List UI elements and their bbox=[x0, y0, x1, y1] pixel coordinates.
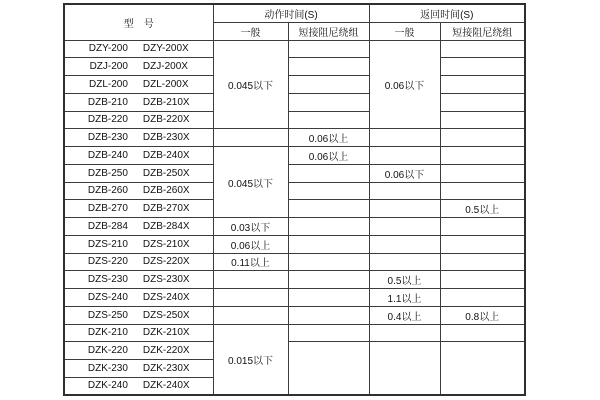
action-short-damping-cell bbox=[288, 164, 369, 182]
model-name: DZK-240 bbox=[87, 380, 128, 392]
return-short-damping-cell bbox=[440, 342, 525, 395]
table-row bbox=[64, 235, 525, 253]
action-short-damping-cell bbox=[288, 93, 369, 111]
model-name-x: DZB-210X bbox=[142, 96, 190, 108]
relay-timing-table bbox=[63, 3, 526, 396]
model-cell bbox=[64, 164, 213, 182]
action-short-damping-cell bbox=[288, 306, 369, 324]
header-action-general: 一般 bbox=[213, 22, 288, 40]
action-general-cell bbox=[213, 289, 288, 307]
return-general-cell: 0.06以下 bbox=[369, 40, 440, 129]
header-return-short-damping: 短接阻尼绕组 bbox=[440, 22, 525, 40]
return-short-damping-cell bbox=[440, 164, 525, 182]
return-short-damping-cell: 0.5以上 bbox=[440, 200, 525, 218]
table-row bbox=[64, 200, 525, 218]
return-general-cell bbox=[369, 182, 440, 200]
action-general-cell: 0.045以下 bbox=[213, 40, 288, 129]
model-name-x: DZB-240X bbox=[142, 149, 190, 161]
return-short-damping-cell bbox=[440, 235, 525, 253]
table-row bbox=[64, 164, 525, 182]
model-name: DZS-240 bbox=[87, 291, 128, 303]
return-short-damping-cell bbox=[440, 76, 525, 94]
action-short-damping-cell bbox=[288, 182, 369, 200]
table-row bbox=[64, 129, 525, 147]
model-name-x: DZB-260X bbox=[142, 185, 190, 197]
return-short-damping-cell bbox=[440, 129, 525, 147]
return-general-cell bbox=[369, 147, 440, 165]
return-general-cell bbox=[369, 342, 440, 395]
header-action-short-damping: 短接阻尼绕组 bbox=[288, 22, 369, 40]
table-row bbox=[64, 324, 525, 342]
model-name-x: DZL-200X bbox=[142, 78, 189, 90]
model-cell bbox=[64, 360, 213, 378]
model-name: DZJ-200 bbox=[89, 61, 128, 73]
model-name: DZB-250 bbox=[87, 167, 128, 179]
return-general-cell bbox=[369, 218, 440, 236]
action-general-cell: 0.045以下 bbox=[213, 147, 288, 218]
return-general-cell: 0.4以上 bbox=[369, 306, 440, 324]
model-cell bbox=[64, 253, 213, 271]
table-row bbox=[64, 182, 525, 200]
action-short-damping-cell bbox=[288, 76, 369, 94]
model-name: DZK-210 bbox=[87, 327, 128, 339]
model-cell bbox=[64, 377, 213, 395]
model-name-x: DZS-240X bbox=[142, 291, 190, 303]
model-name-x: DZK-230X bbox=[142, 362, 190, 374]
action-general-cell bbox=[213, 129, 288, 147]
model-cell bbox=[64, 218, 213, 236]
table-row bbox=[64, 306, 525, 324]
model-name: DZS-220 bbox=[87, 256, 128, 268]
action-general-cell bbox=[213, 271, 288, 289]
model-name-x: DZS-210X bbox=[142, 238, 190, 250]
model-cell bbox=[64, 40, 213, 58]
table-row bbox=[64, 218, 525, 236]
table-row bbox=[64, 76, 525, 94]
table-row bbox=[64, 58, 525, 76]
header-action-time: 动作时间(S) bbox=[213, 4, 369, 22]
return-general-cell bbox=[369, 200, 440, 218]
model-cell bbox=[64, 200, 213, 218]
return-short-damping-cell bbox=[440, 93, 525, 111]
action-short-damping-cell bbox=[288, 235, 369, 253]
model-name: DZY-200 bbox=[88, 43, 128, 55]
table-row bbox=[64, 147, 525, 165]
return-general-cell: 0.06以下 bbox=[369, 164, 440, 182]
table-row bbox=[64, 111, 525, 129]
return-short-damping-cell bbox=[440, 182, 525, 200]
action-general-cell: 0.03以下 bbox=[213, 218, 288, 236]
action-general-cell: 0.015以下 bbox=[213, 324, 288, 395]
model-cell bbox=[64, 235, 213, 253]
header-model: 型 号 bbox=[64, 4, 213, 40]
table-row bbox=[64, 40, 525, 58]
action-short-damping-cell bbox=[288, 342, 369, 395]
model-name: DZS-230 bbox=[87, 274, 128, 286]
model-cell bbox=[64, 182, 213, 200]
action-short-damping-cell bbox=[288, 200, 369, 218]
action-short-damping-cell bbox=[288, 253, 369, 271]
header-return-time: 返回时间(S) bbox=[369, 4, 525, 22]
return-short-damping-cell bbox=[440, 271, 525, 289]
model-name: DZB-220 bbox=[87, 114, 128, 126]
header-row-top bbox=[64, 4, 525, 22]
model-cell bbox=[64, 93, 213, 111]
model-name: DZK-230 bbox=[87, 362, 128, 374]
table-body bbox=[64, 40, 525, 395]
model-name-x: DZB-250X bbox=[142, 167, 190, 179]
model-name-x: DZB-270X bbox=[142, 203, 190, 215]
action-general-cell: 0.11以上 bbox=[213, 253, 288, 271]
action-general-cell: 0.06以上 bbox=[213, 235, 288, 253]
return-short-damping-cell: 0.8以上 bbox=[440, 306, 525, 324]
return-short-damping-cell bbox=[440, 58, 525, 76]
model-name-x: DZY-200X bbox=[142, 43, 189, 55]
model-cell bbox=[64, 271, 213, 289]
model-name-x: DZS-250X bbox=[142, 309, 190, 321]
return-short-damping-cell bbox=[440, 111, 525, 129]
model-name: DZB-284 bbox=[87, 220, 128, 232]
return-short-damping-cell bbox=[440, 147, 525, 165]
return-general-cell bbox=[369, 324, 440, 342]
return-general-cell: 1.1以上 bbox=[369, 289, 440, 307]
table-header bbox=[64, 4, 525, 40]
model-name: DZS-250 bbox=[87, 309, 128, 321]
model-name-x: DZB-284X bbox=[142, 220, 190, 232]
table-row bbox=[64, 93, 525, 111]
model-name: DZB-260 bbox=[87, 185, 128, 197]
model-name: DZL-200 bbox=[89, 78, 128, 90]
return-short-damping-cell bbox=[440, 324, 525, 342]
return-general-cell bbox=[369, 235, 440, 253]
action-short-damping-cell bbox=[288, 289, 369, 307]
model-name: DZB-240 bbox=[87, 149, 128, 161]
return-general-cell: 0.5以上 bbox=[369, 271, 440, 289]
model-cell bbox=[64, 289, 213, 307]
header-return-general: 一般 bbox=[369, 22, 440, 40]
model-cell bbox=[64, 306, 213, 324]
return-short-damping-cell bbox=[440, 253, 525, 271]
model-cell bbox=[64, 76, 213, 94]
action-short-damping-cell bbox=[288, 58, 369, 76]
table-row bbox=[64, 289, 525, 307]
model-name: DZK-220 bbox=[87, 345, 128, 357]
model-cell bbox=[64, 58, 213, 76]
model-cell bbox=[64, 129, 213, 147]
action-general-cell bbox=[213, 306, 288, 324]
model-name-x: DZJ-200X bbox=[142, 61, 188, 73]
return-short-damping-cell bbox=[440, 218, 525, 236]
return-general-cell bbox=[369, 129, 440, 147]
model-name: DZB-270 bbox=[87, 203, 128, 215]
action-short-damping-cell bbox=[288, 111, 369, 129]
action-short-damping-cell: 0.06以上 bbox=[288, 129, 369, 147]
model-cell bbox=[64, 111, 213, 129]
model-cell bbox=[64, 147, 213, 165]
action-short-damping-cell bbox=[288, 324, 369, 342]
return-short-damping-cell bbox=[440, 289, 525, 307]
model-cell bbox=[64, 342, 213, 360]
model-name-x: DZK-240X bbox=[142, 380, 190, 392]
model-name-x: DZS-230X bbox=[142, 274, 190, 286]
table-row bbox=[64, 342, 525, 360]
action-short-damping-cell: 0.06以上 bbox=[288, 147, 369, 165]
return-short-damping-cell bbox=[440, 40, 525, 58]
model-name: DZS-210 bbox=[87, 238, 128, 250]
model-name: DZB-230 bbox=[87, 132, 128, 144]
table-row bbox=[64, 253, 525, 271]
model-name-x: DZK-220X bbox=[142, 345, 190, 357]
model-name: DZB-210 bbox=[87, 96, 128, 108]
model-name-x: DZK-210X bbox=[142, 327, 190, 339]
action-short-damping-cell bbox=[288, 218, 369, 236]
model-name-x: DZS-220X bbox=[142, 256, 190, 268]
return-general-cell bbox=[369, 253, 440, 271]
model-name-x: DZB-230X bbox=[142, 132, 190, 144]
table-row bbox=[64, 271, 525, 289]
action-short-damping-cell bbox=[288, 271, 369, 289]
model-cell bbox=[64, 324, 213, 342]
model-name-x: DZB-220X bbox=[142, 114, 190, 126]
action-short-damping-cell bbox=[288, 40, 369, 58]
